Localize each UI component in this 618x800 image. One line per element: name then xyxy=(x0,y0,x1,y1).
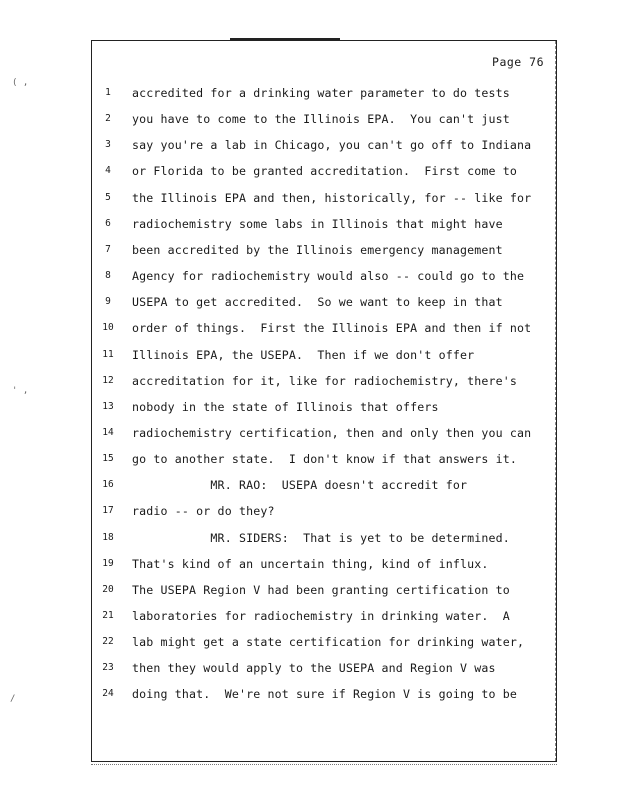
transcript-line xyxy=(92,211,556,237)
scan-mark: ( , xyxy=(12,78,29,88)
transcript-line xyxy=(92,158,556,184)
line-text: nobody in the state of Illinois that offers xyxy=(132,399,439,414)
line-number: 6 xyxy=(105,217,111,229)
transcript-line xyxy=(92,132,556,158)
transcript-line xyxy=(92,629,556,655)
line-text: radiochemistry certification, then and only then you can xyxy=(132,425,532,440)
line-text: That's kind of an uncertain thing, kind of influx. xyxy=(132,556,489,571)
transcript-line xyxy=(92,289,556,315)
transcript-line xyxy=(92,420,556,446)
transcript-line xyxy=(92,472,556,498)
transcript-line xyxy=(92,655,556,681)
line-number: 19 xyxy=(102,557,114,569)
line-text: you have to come to the Illinois EPA. You can't just xyxy=(132,112,510,127)
line-number: 7 xyxy=(105,243,111,255)
line-number: 17 xyxy=(102,505,114,517)
line-number: 13 xyxy=(102,400,114,412)
line-text: order of things. First the Illinois EPA and then if not xyxy=(132,321,532,336)
line-number: 4 xyxy=(105,165,111,177)
line-number: 2 xyxy=(105,113,111,125)
line-number: 18 xyxy=(102,531,114,543)
transcript-line xyxy=(92,551,556,577)
line-text: lab might get a state certification for drinking water, xyxy=(132,635,525,650)
line-number: 10 xyxy=(102,322,114,334)
transcript-line xyxy=(92,315,556,341)
page-number: Page 76 xyxy=(492,55,544,69)
transcript-line xyxy=(92,498,556,524)
line-number: 11 xyxy=(102,348,114,360)
transcript-line xyxy=(92,394,556,420)
scan-mark: / xyxy=(10,694,16,704)
line-text: MR. RAO: USEPA doesn't accredit for xyxy=(132,478,468,493)
line-text: been accredited by the Illinois emergency management xyxy=(132,242,503,257)
line-text: then they would apply to the USEPA and Region V was xyxy=(132,661,496,676)
line-number: 1 xyxy=(105,87,111,98)
transcript-line xyxy=(92,577,556,603)
transcript-line xyxy=(92,263,556,289)
line-text: accreditation for it, like for radiochemistry, there's xyxy=(132,373,518,388)
line-number: 20 xyxy=(102,583,114,595)
transcript-line xyxy=(92,342,556,368)
line-text: MR. SIDERS: That is yet to be determined. xyxy=(132,530,510,545)
line-text: go to another state. I don't know if that answers it. xyxy=(132,452,518,467)
transcript-line xyxy=(92,525,556,551)
line-text: the Illinois EPA and then, historically, for -- like for xyxy=(132,190,532,205)
line-text: Illinois EPA, the USEPA. Then if we don't offer xyxy=(132,347,475,362)
line-number: 14 xyxy=(102,426,114,438)
line-number: 9 xyxy=(105,296,111,308)
line-text: or Florida to be granted accreditation. First come to xyxy=(132,164,518,179)
transcript-line xyxy=(92,368,556,394)
line-text: Agency for radiochemistry would also -- could go to the xyxy=(132,269,525,284)
transcript-line xyxy=(92,237,556,263)
transcript-line xyxy=(92,446,556,472)
line-text: doing that. We're not sure if Region V is going to be xyxy=(132,687,518,702)
line-number: 5 xyxy=(105,191,111,203)
line-text: laboratories for radiochemistry in drinking water. A xyxy=(132,609,510,623)
line-text: radio -- or do they? xyxy=(132,504,275,519)
line-number: 23 xyxy=(102,662,114,674)
line-text: accredited for a drinking water parameter to do tests xyxy=(132,86,510,100)
scan-mark: ' , xyxy=(12,386,29,396)
line-number: 8 xyxy=(105,270,111,282)
line-text: USEPA to get accredited. So we want to keep in that xyxy=(132,295,503,310)
transcript-line xyxy=(92,185,556,211)
line-number: 15 xyxy=(102,453,114,465)
transcript-line xyxy=(92,681,556,707)
line-number: 22 xyxy=(102,636,114,648)
line-number: 24 xyxy=(102,688,114,700)
transcript-page xyxy=(91,40,557,762)
transcript-line xyxy=(92,603,556,629)
bottom-edge-rule xyxy=(91,764,557,765)
transcript-line xyxy=(92,106,556,132)
line-text: radiochemistry some labs in Illinois that might have xyxy=(132,216,503,231)
line-text: The USEPA Region V had been granting certification to xyxy=(132,582,510,597)
line-number: 3 xyxy=(105,139,111,151)
transcript-line xyxy=(92,80,556,106)
line-number: 16 xyxy=(102,479,114,491)
line-number: 12 xyxy=(102,374,114,386)
line-number: 21 xyxy=(102,610,114,621)
line-text: say you're a lab in Chicago, you can't go off to Indiana xyxy=(132,138,532,153)
